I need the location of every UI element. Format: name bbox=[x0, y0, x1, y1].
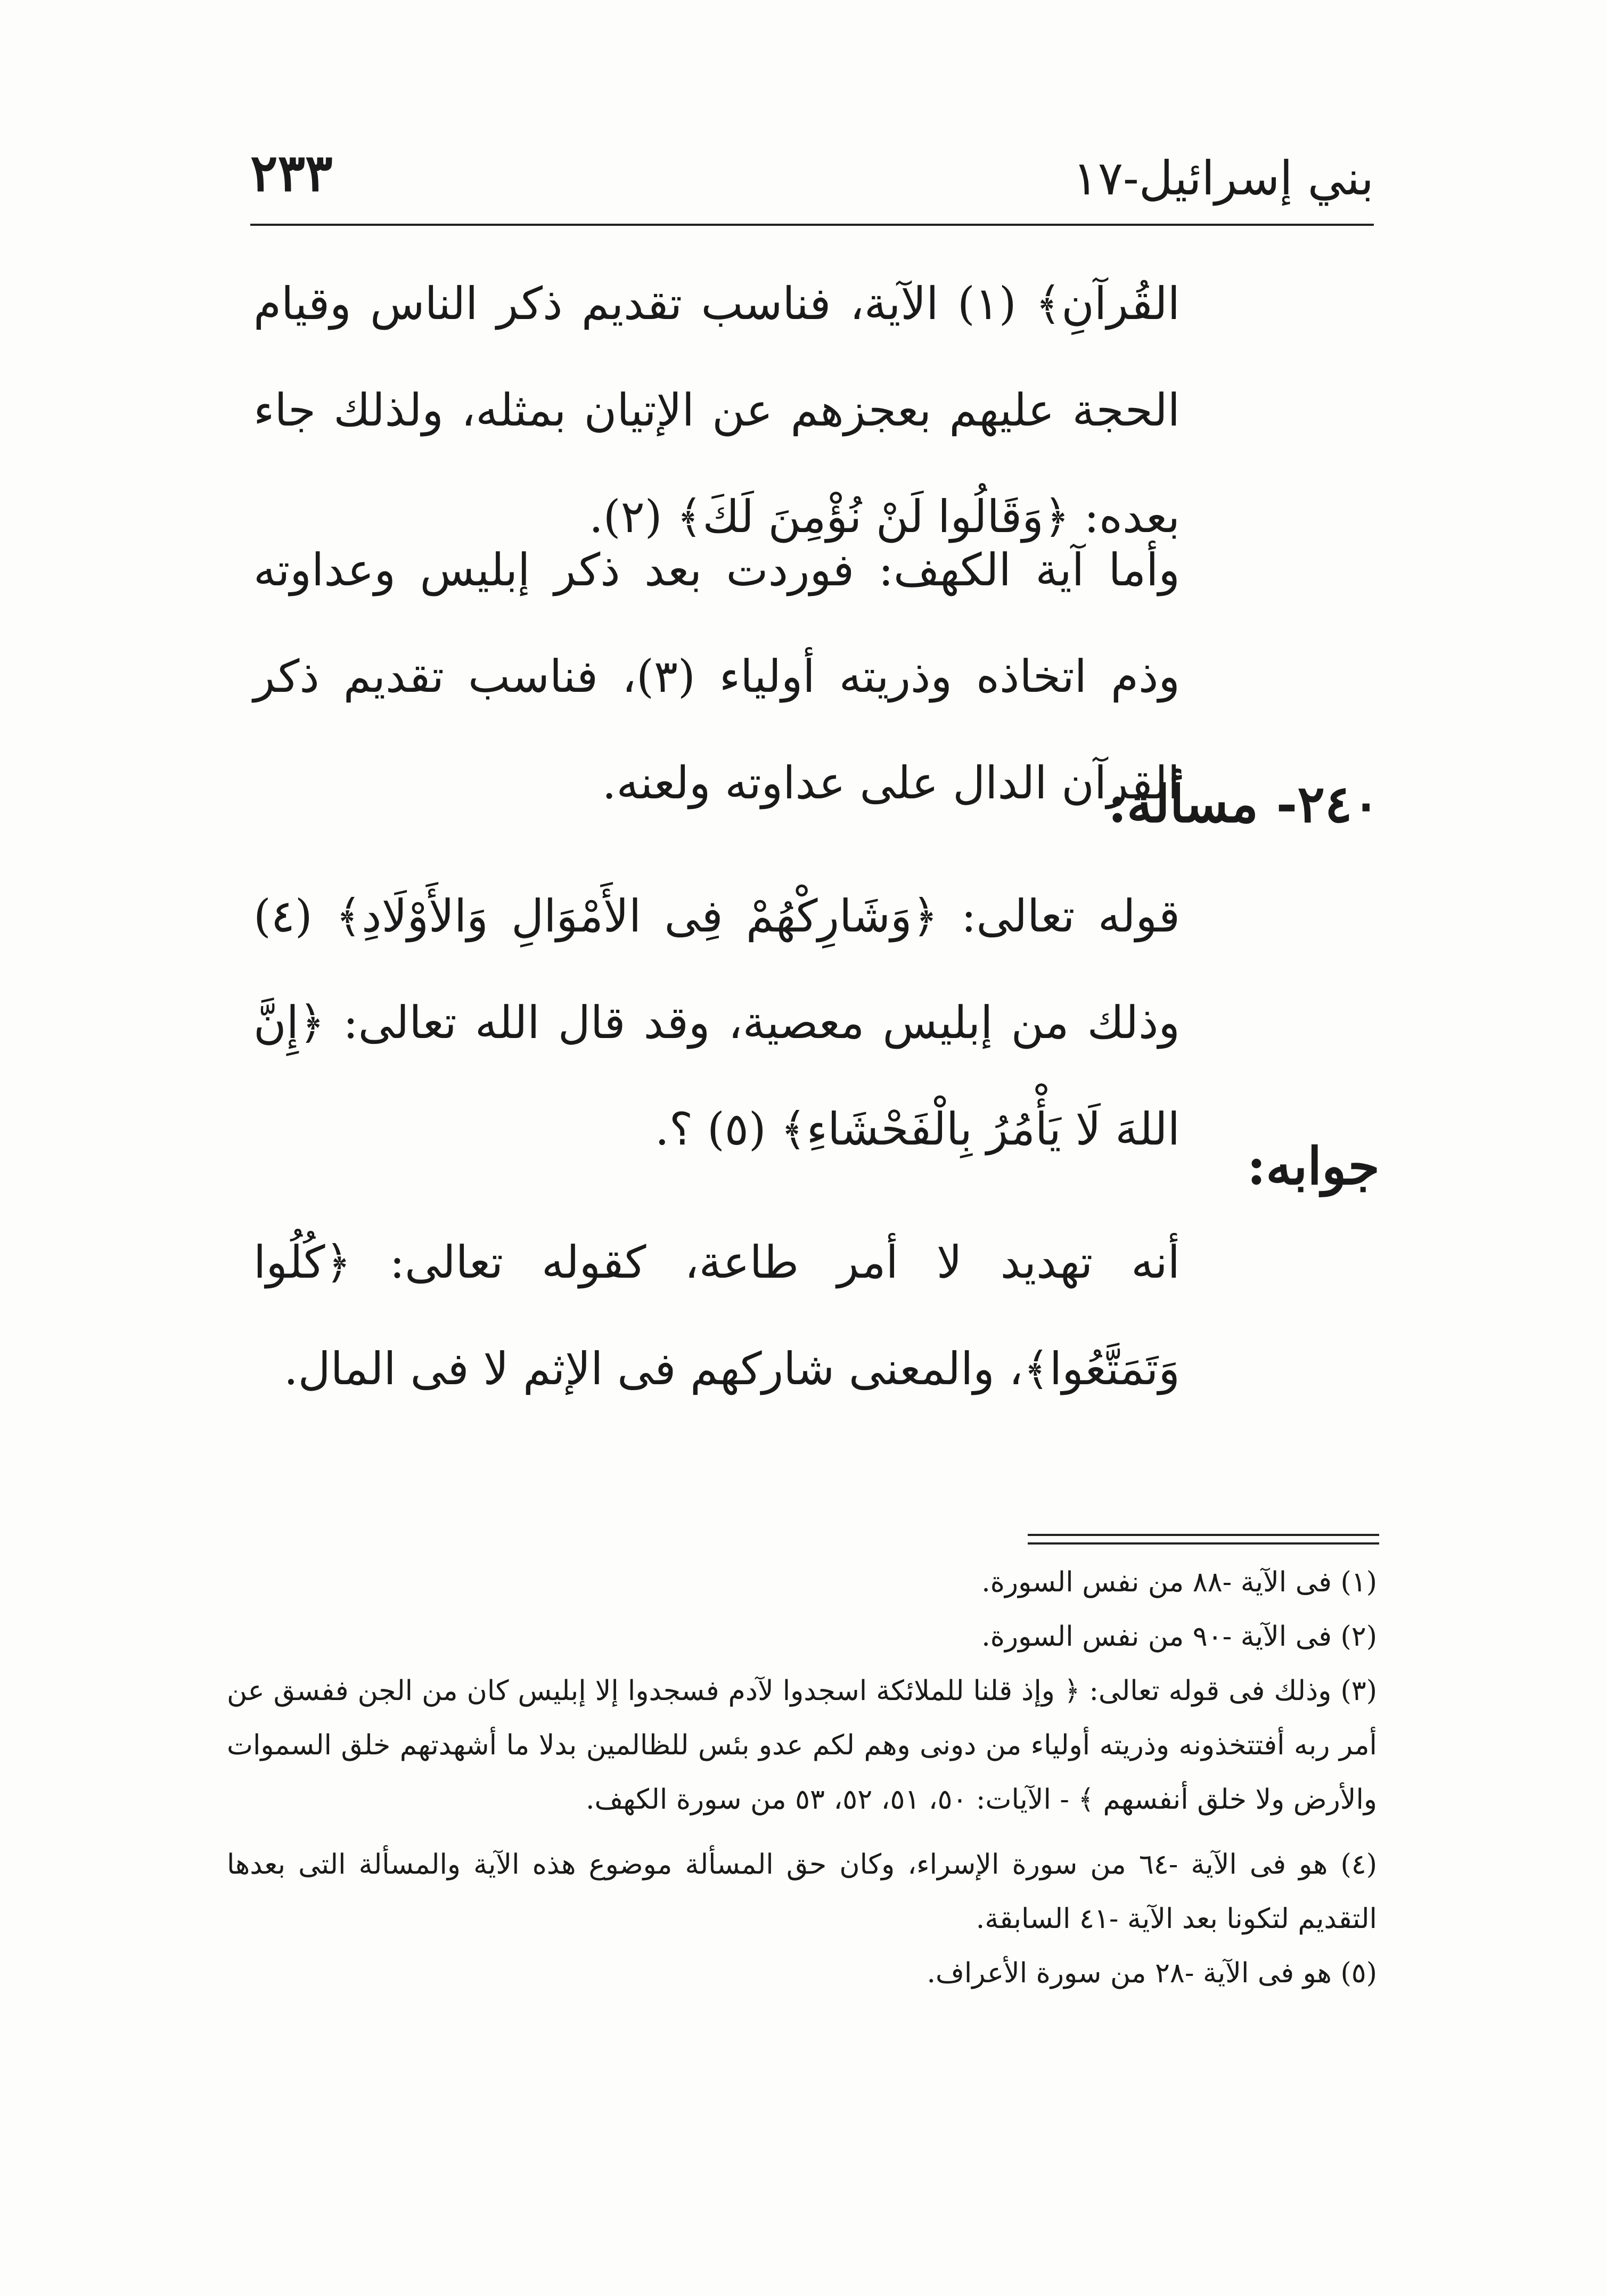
page-header bbox=[250, 128, 1374, 218]
paragraph-2: وأما آية الكهف: فوردت بعد ذكر إبليس وعداوته وذم اتخاذه وذريته أولياء (٣)، فناسب تقديم ذكر القرآن الدال على عداوته ولعنه. bbox=[253, 544, 1180, 809]
footnote-4: (٤) هو فى الآية -٦٤ من سورة الإسراء، وكان حق المسألة موضوع هذه الآية والمسألة التى بعدها التقديم لتكونا بعد الآية -٤١ السابقة. bbox=[227, 1849, 1377, 1935]
page-number: ٢٣٣ bbox=[250, 143, 333, 203]
footnote-rule-top bbox=[1028, 1534, 1379, 1536]
header-rule bbox=[250, 224, 1374, 226]
answer-heading: جوابه: bbox=[1247, 1136, 1380, 1196]
question-heading: ٢٤٠- مسألة: bbox=[1108, 774, 1380, 834]
footnote-5: (٥) هو فى الآية -٢٨ من سورة الأعراف. bbox=[927, 1957, 1377, 1989]
running-head: بني إسرائيل-١٧ bbox=[1072, 151, 1374, 206]
footnotes bbox=[227, 1555, 1377, 2000]
footnote-2: (٢) فى الآية -٩٠ من نفس السورة. bbox=[981, 1621, 1377, 1653]
question-text: قوله تعالى: ﴿وَشَارِكْهُمْ فِى الأَمْوَالِ وَالأَوْلَادِ﴾ (٤) وذلك من إبليس معصية، وقد قال الله تعالى: ﴿إِنَّ اللهَ لَا يَأْمُرُ بِالْفَحْشَاءِ﴾ (٥) ؟. bbox=[253, 890, 1180, 1155]
paragraph-1: القُرآنِ﴾ (١) الآية، فناسب تقديم ذكر الناس وقيام الحجة عليهم بعجزهم عن الإتيان بمثله، ولذلك جاء بعده: ﴿وَقَالُوا لَنْ نُؤْمِنَ لَكَ﴾ (٢). bbox=[253, 277, 1180, 543]
footnote-rule-bottom bbox=[1028, 1542, 1379, 1545]
answer-text: أنه تهديد لا أمر طاعة، كقوله تعالى: ﴿كُلُوا وَتَمَتَّعُوا﴾، والمعنى شاركهم فى الإثم لا فى المال. bbox=[253, 1236, 1180, 1395]
footnote-3: (٣) وذلك فى قوله تعالى: ﴿ وإذ قلنا للملائكة اسجدوا لآدم فسجدوا إلا إبليس كان من الجن ففسق عن أمر ربه أفتتخذونه وذريته أولياء من دونى وهم لكم عدو بئس للظالمين بدلا ما أشهدتهم خلق السموات والأرض ولا خلق أنفسهم ﴾ - الآيات: ٥٠، ٥١، ٥٢، ٥٣ من سورة الكهف. bbox=[227, 1675, 1377, 1816]
footnote-1: (١) فى الآية -٨٨ من نفس السورة. bbox=[981, 1566, 1377, 1598]
